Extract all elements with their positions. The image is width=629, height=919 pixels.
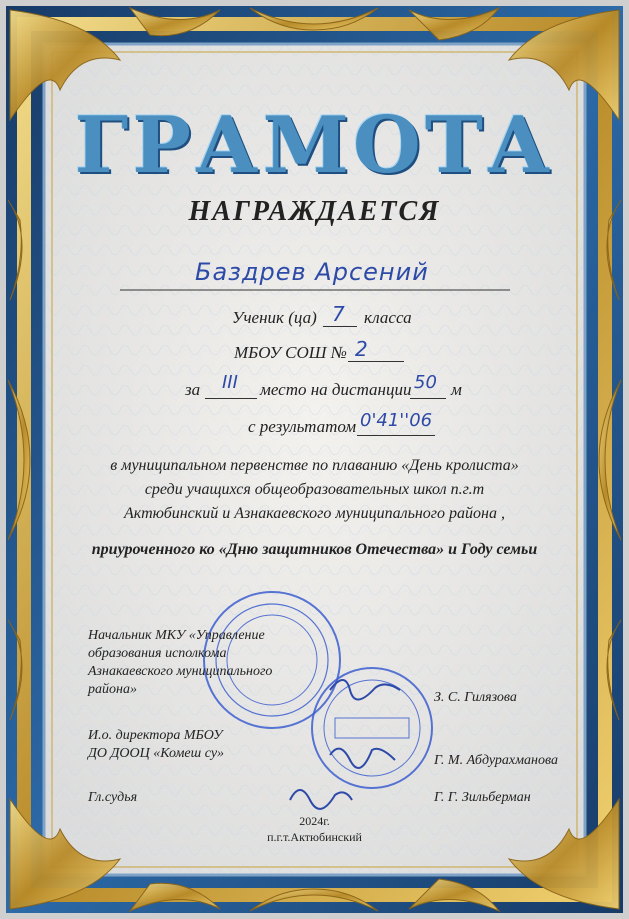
result-value: 0'41''06	[360, 410, 433, 431]
sig1-line-1: Начальник МКУ «Управление	[88, 628, 265, 643]
sig2-name: Г. М. Абдурахманова	[434, 753, 558, 768]
place-middle: место на дистанции	[260, 380, 412, 399]
sig1-line-2: образования исполкома	[88, 646, 227, 661]
student-grade: 7	[332, 302, 345, 326]
distance-unit: м	[451, 380, 462, 399]
school-label: МБОУ СОШ №	[234, 343, 347, 362]
certificate-title: ГРАМОТА	[74, 100, 555, 191]
body-line-3: Актюбинский и Азнакаевского муниципального района ,	[124, 505, 505, 522]
sig1-line-3: Азнакаевского муниципального	[88, 664, 273, 679]
place-prefix: за	[185, 380, 201, 399]
sig2-line-2: ДО ДООЦ «Комеш су»	[88, 746, 225, 761]
sig1-line-4: района»	[88, 682, 137, 697]
distance-value: 50	[414, 372, 437, 393]
sig2-line-1: И.о. директора МБОУ	[88, 728, 223, 743]
recipient-name: Баздрев Арсений	[195, 258, 429, 286]
sig3-line-1: Гл.судья	[88, 790, 138, 805]
awarded-heading: НАГРАЖДАЕТСЯ	[188, 196, 441, 227]
sig1-name: З. С. Гилязова	[434, 690, 517, 705]
school-number: 2	[355, 337, 368, 361]
body-line-4: приуроченного ко «Дню защитников Отечества» и Году семьи	[91, 541, 538, 558]
footer-year: 2024г.	[299, 814, 330, 828]
student-label: Ученик (ца)	[232, 308, 317, 327]
result-label: с результатом	[248, 417, 357, 436]
sig3-name: Г. Г. Зильберман	[434, 790, 531, 805]
footer-place: п.г.т.Актюбинский	[267, 830, 362, 844]
body-line-2: среди учащихся общеобразовательных школ п.г.т	[144, 481, 485, 498]
body-line-1: в муниципальном первенстве по плаванию «День кролиста»	[110, 457, 519, 474]
place-value: III	[222, 372, 238, 393]
class-label: класса	[364, 308, 412, 327]
